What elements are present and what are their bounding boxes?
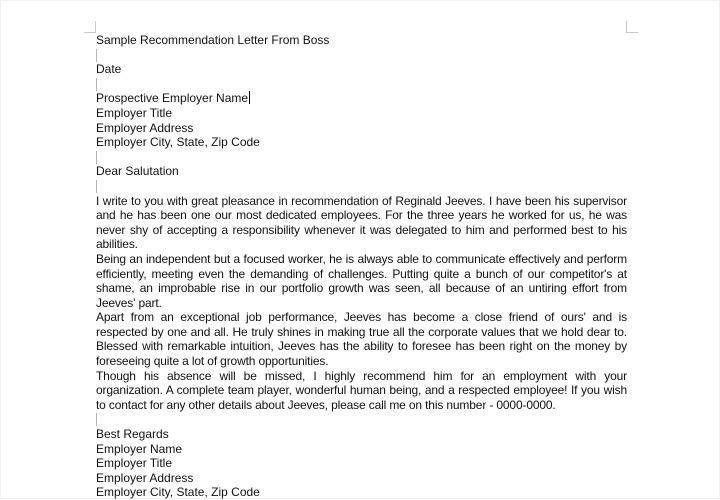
body-paragraph-2[interactable]: Being an independent but a focused worker, he is always able to communicate effectively and perform efficiently, meeting even the demanding of challenges. Putting quite a bunch of our competitor's at shame, an improbable rise in our portfolio growth was seen, all because of an untiring effort from Jeeves' part. [96,251,627,310]
empty-paragraph[interactable] [96,412,627,427]
body-paragraph-4[interactable]: Though his absence will be missed, I highly recommend him for an employment with your organization. A complete team player, wonderful human being, and a respected employee! If you wish to contact for any other details about Jeeves, please call me on this number - 0000-0000. [96,368,627,412]
sender-title[interactable]: Employer Title [96,456,173,471]
top-right-crop-mark [626,21,638,33]
sender-address[interactable]: Employer Address [96,470,194,485]
closing[interactable]: Best Regards [96,427,169,442]
top-left-crop-mark [84,21,96,33]
recipient-address[interactable]: Employer Address [96,120,194,135]
date-line[interactable]: Date [96,62,122,77]
document-text-area[interactable] [96,33,627,500]
document-title[interactable]: Sample Recommendation Letter From Boss [96,33,330,47]
salutation[interactable]: Dear Salutation [96,164,179,179]
recipient-name: Prospective Employer Name [96,91,249,106]
empty-paragraph[interactable] [96,150,627,165]
text-cursor [249,91,250,104]
body-paragraph-3[interactable]: Apart from an exceptional job performance, Jeeves has become a close friend of ours' and is respected by one and all. He truly shines in making true all the corporate values that we hold dear to. Blessed with remarkable intuition, Jeeves has the ability to foresee has been right on the money by foreseeing quite a lot of growth opportunities. [96,310,627,369]
recipient-name-line[interactable] [96,91,627,106]
empty-paragraph[interactable] [96,48,627,63]
sender-name[interactable]: Employer Name [96,441,183,456]
recipient-city-state-zip[interactable]: Employer City, State, Zip Code [96,135,260,150]
empty-paragraph[interactable] [96,77,627,92]
body-paragraph-1[interactable]: I write to you with great pleasance in recommendation of Reginald Jeeves. I have been his supervisor and he has been one our most dedicated employees. For the three years he worked for us, he was never shy of accepting a responsibility whenever it was delegated to him and performed best to his abilities. [96,193,627,252]
recipient-title[interactable]: Employer Title [96,105,173,120]
empty-paragraph[interactable] [96,179,627,194]
sender-city-state-zip[interactable]: Employer City, State, Zip Code [96,485,260,500]
